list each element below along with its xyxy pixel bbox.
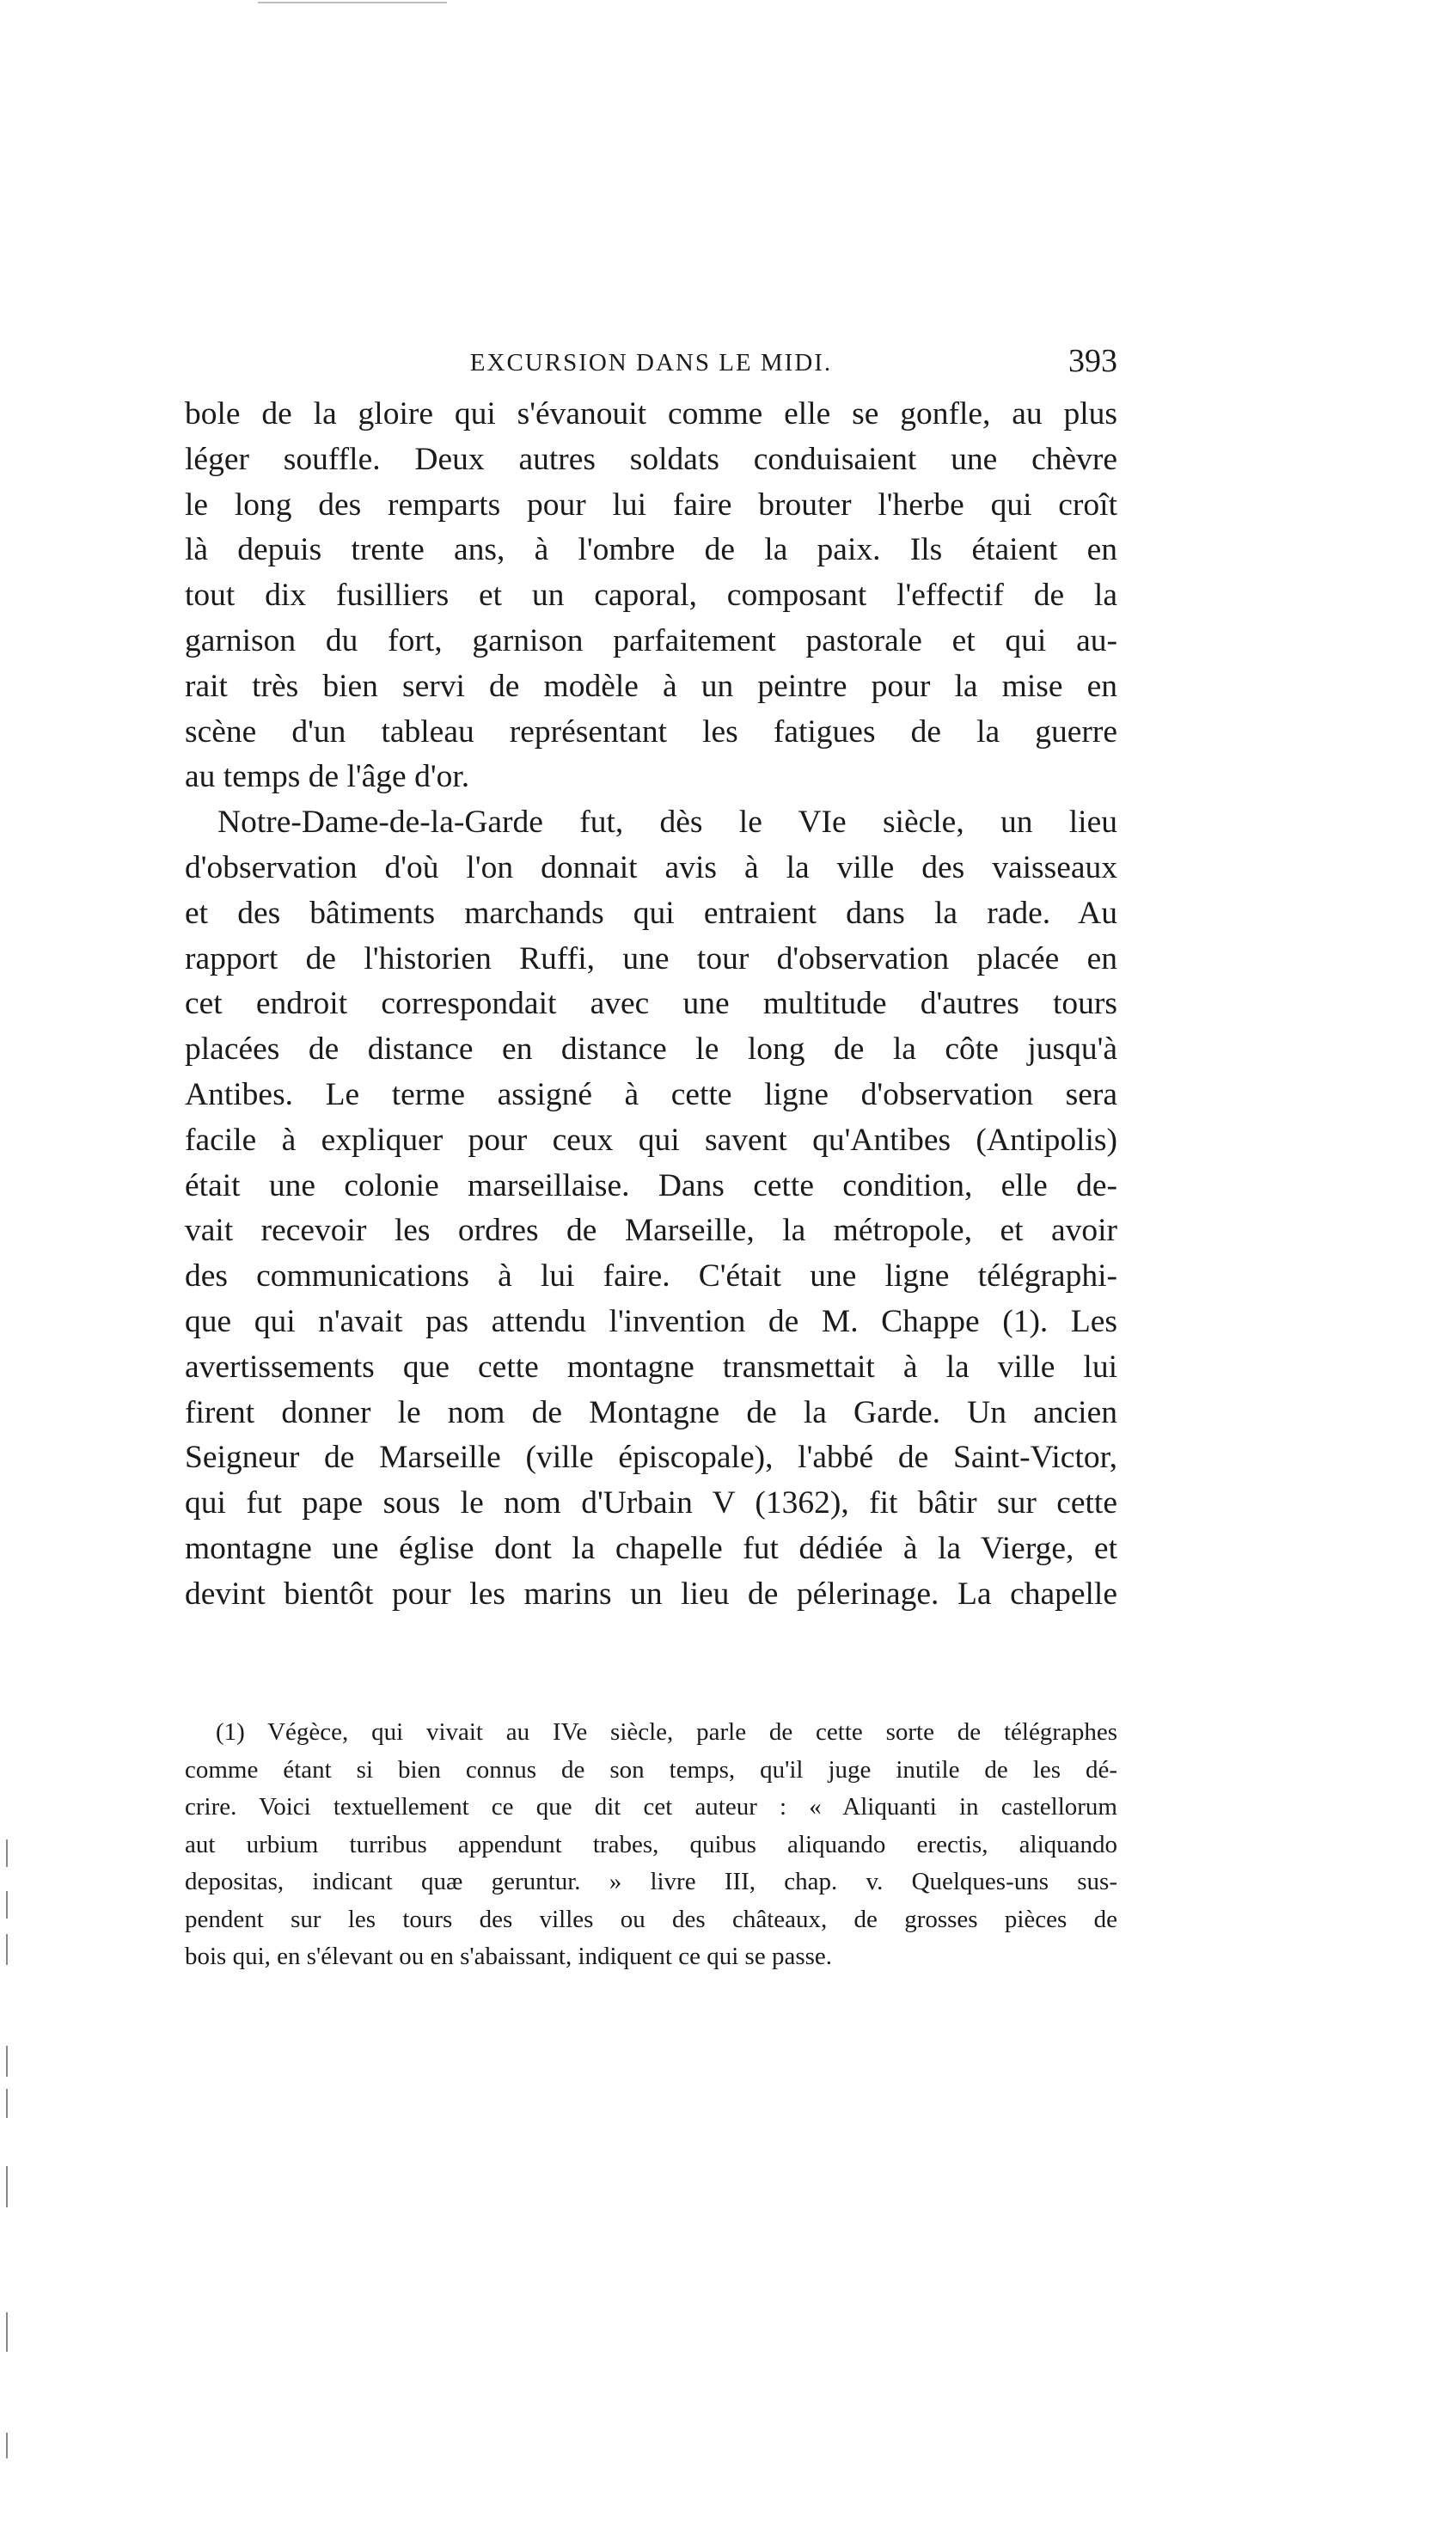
footnote-line: depositas, indicant quæ geruntur. » livre III, chap. v. Quelques-uns sus- [185, 1868, 1117, 1895]
scan-smudge [258, 2, 447, 3]
text-line: devint bientôt pour les marins un lieu de pélerinage. La chapelle [185, 1576, 1117, 1612]
page-number: 393 [1068, 343, 1117, 379]
text-line: le long des remparts pour lui faire brouter l'herbe qui croît [185, 487, 1117, 523]
text-line: firent donner le nom de Montagne de la Garde. Un ancien [185, 1394, 1117, 1430]
text-line: facile à expliquer pour ceux qui savent qu'Antibes (Antipolis) [185, 1122, 1117, 1158]
scan-margin-mark [6, 1934, 8, 1965]
text-line: tout dix fusilliers et un caporal, composant l'effectif de la [185, 578, 1117, 614]
scan-margin-mark [6, 2166, 8, 2207]
text-line: cet endroit correspondait avec une multitude d'autres tours [185, 986, 1117, 1022]
text-line: qui fut pape sous le nom d'Urbain V (1362), fit bâtir sur cette [185, 1485, 1117, 1521]
text-line: scène d'un tableau représentant les fatigues de la guerre [185, 713, 1117, 750]
scan-margin-mark [6, 2433, 8, 2458]
scan-margin-mark [6, 2089, 8, 2118]
footnote-line: comme étant si bien connus de son temps, qu'il juge inutile de les dé- [185, 1755, 1117, 1784]
page-header [185, 342, 1117, 390]
text-line: garnison du fort, garnison parfaitement pastorale et qui au- [185, 622, 1117, 658]
text-line: et des bâtiments marchands qui entraient dans la rade. Au [185, 895, 1117, 931]
footnote-line: (1) Végèce, qui vivait au IVe siècle, parle de cette sorte de télégraphes [216, 1718, 1117, 1746]
scan-margin-mark [6, 2312, 8, 2352]
text-line: léger souffle. Deux autres soldats conduisaient une chèvre [185, 441, 1117, 477]
text-line: rapport de l'historien Ruffi, une tour d'observation placée en [185, 940, 1117, 976]
scan-margin-mark [6, 2046, 8, 2077]
footnote-line: aut urbium turribus appendunt trabes, quibus aliquando erectis, aliquando [185, 1830, 1117, 1858]
text-line: rait très bien servi de modèle à un peintre pour la mise en [185, 668, 1117, 704]
text-line: au temps de l'âge d'or. [185, 759, 470, 795]
scan-margin-mark [6, 1839, 8, 1867]
text-line: que qui n'avait pas attendu l'invention de M. Chappe (1). Les [185, 1303, 1117, 1339]
footnote-line: pendent sur les tours des villes ou des châteaux, de grosses pièces de [185, 1905, 1117, 1933]
body-text [185, 392, 1117, 1618]
text-line: d'observation d'où l'on donnait avis à la ville des vaisseaux [185, 849, 1117, 885]
text-line: bole de la gloire qui s'évanouit comme elle se gonfle, au plus [185, 396, 1117, 432]
text-line: Notre-Dame-de-la-Garde fut, dès le VIe siècle, un lieu [217, 805, 1117, 841]
text-line: là depuis trente ans, à l'ombre de la paix. Ils étaient en [185, 532, 1117, 568]
footnote-line: crire. Voici textuellement ce que dit cet auteur : « Aliquanti in castellorum [185, 1793, 1117, 1821]
text-line: avertissements que cette montagne transmettait à la ville lui [185, 1349, 1117, 1385]
text-line: était une colonie marseillaise. Dans cette condition, elle de- [185, 1167, 1117, 1203]
text-line: montagne une église dont la chapelle fut dédiée à la Vierge, et [185, 1530, 1117, 1566]
text-line: placées de distance en distance le long de la côte jusqu'à [185, 1031, 1117, 1068]
running-title: EXCURSION DANS LE MIDI. [469, 349, 833, 376]
text-line: Seigneur de Marseille (ville épiscopale), l'abbé de Saint-Victor, [185, 1440, 1117, 1476]
scan-margin-mark [6, 1891, 8, 1919]
text-line: vait recevoir les ordres de Marseille, la métropole, et avoir [185, 1213, 1117, 1249]
text-line: des communications à lui faire. C'était une ligne télégraphi- [185, 1258, 1117, 1295]
text-line: Antibes. Le terme assigné à cette ligne d'observation sera [185, 1076, 1117, 1112]
footnote-line: bois qui, en s'élevant ou en s'abaissant, indiquent ce qui se passe. [185, 1943, 833, 1970]
footnote [185, 1714, 1117, 1976]
